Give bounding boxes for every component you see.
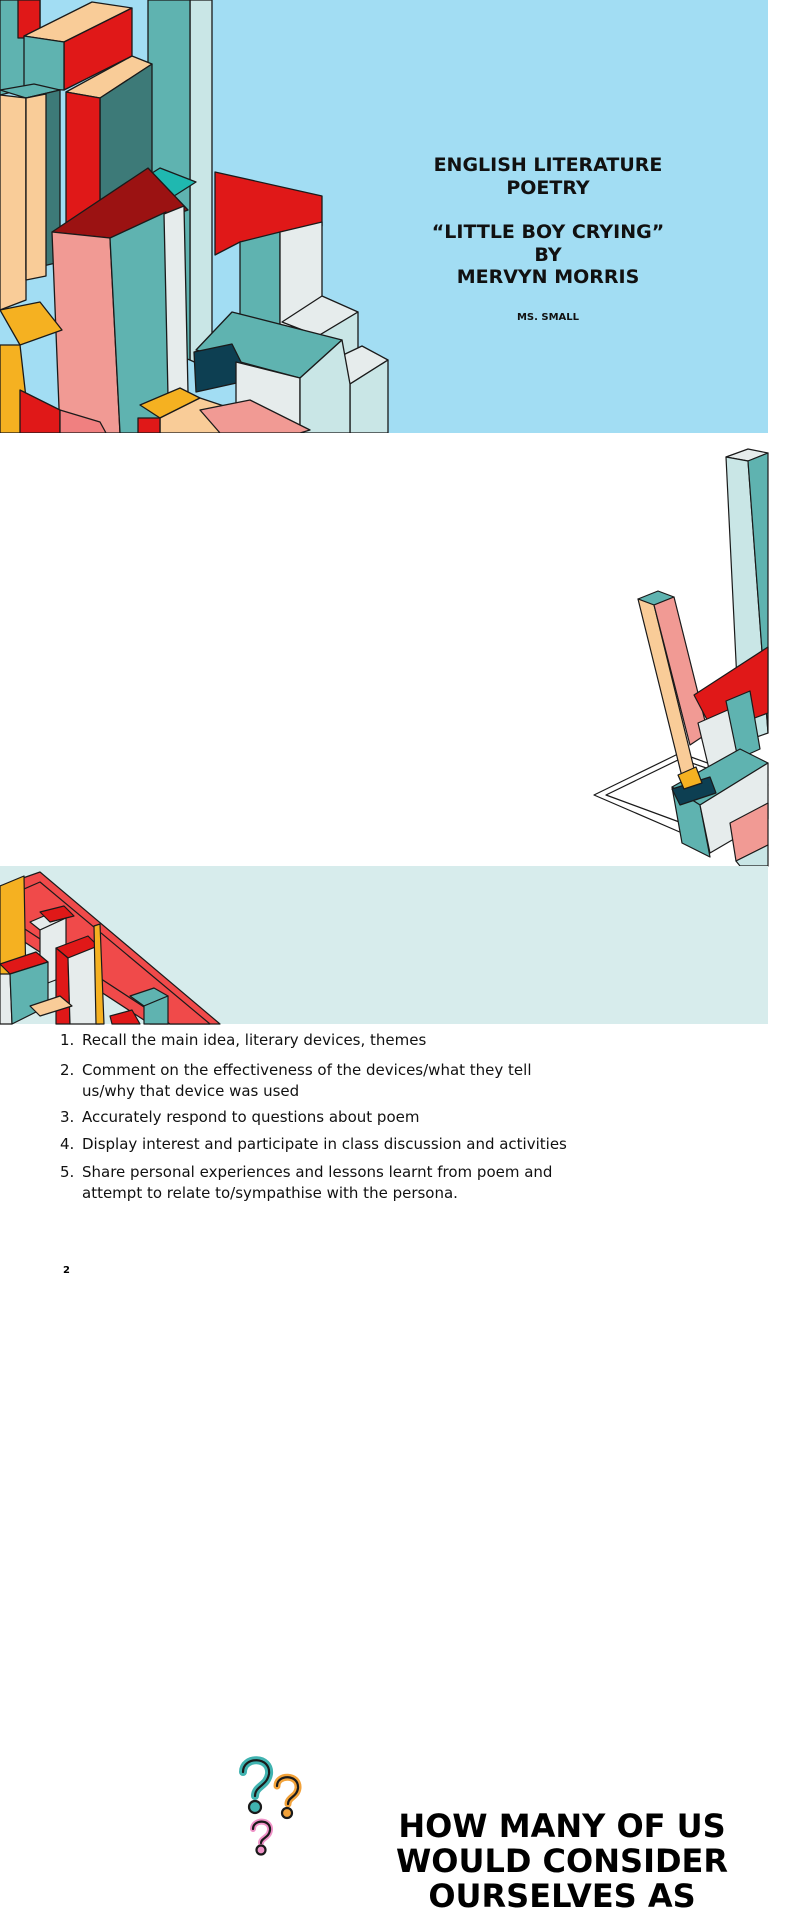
presenter-name: MS. SMALL (516, 312, 580, 323)
title-slide (0, 0, 768, 433)
title-line: POETRY (506, 176, 590, 199)
isometric-blocks-illustration (0, 866, 230, 1024)
heading-line: HOW MANY OF US (398, 1807, 726, 1845)
slide-number: 2 (63, 1265, 70, 1276)
list-item: 1. Recall the main idea, literary devices, themes (60, 1031, 427, 1049)
title-line: MERVYN MORRIS (456, 266, 640, 288)
isometric-tower-illustration (590, 433, 790, 866)
question-heading (382, 1809, 742, 1914)
title-line: BY (534, 243, 562, 266)
objectives-list (60, 1030, 580, 1204)
list-item: 4. Display interest and participate in class discussion and activities (60, 1135, 567, 1153)
list-item: 3. Accurately respond to questions about poem (60, 1108, 420, 1126)
title-line: “LITTLE BOY CRYING” (431, 221, 665, 243)
presentation-title (388, 154, 708, 289)
question-marks-icon (203, 1744, 324, 1865)
objectives-slide (0, 433, 768, 1276)
title-line: ENGLISH LITERATURE (433, 154, 663, 176)
heading-line: WOULD CONSIDER (395, 1842, 729, 1880)
isometric-buildings-illustration (0, 0, 390, 433)
question-image-card (203, 1744, 324, 1865)
list-item: 2. Comment on the effectiveness of the devices/what they tell us/why that device was used (60, 1061, 532, 1100)
heading-line: OURSELVES AS (428, 1877, 696, 1915)
list-item: 5. Share personal experiences and lessons learnt from poem and attempt to relate to/sympathise with the persona. (60, 1163, 553, 1202)
